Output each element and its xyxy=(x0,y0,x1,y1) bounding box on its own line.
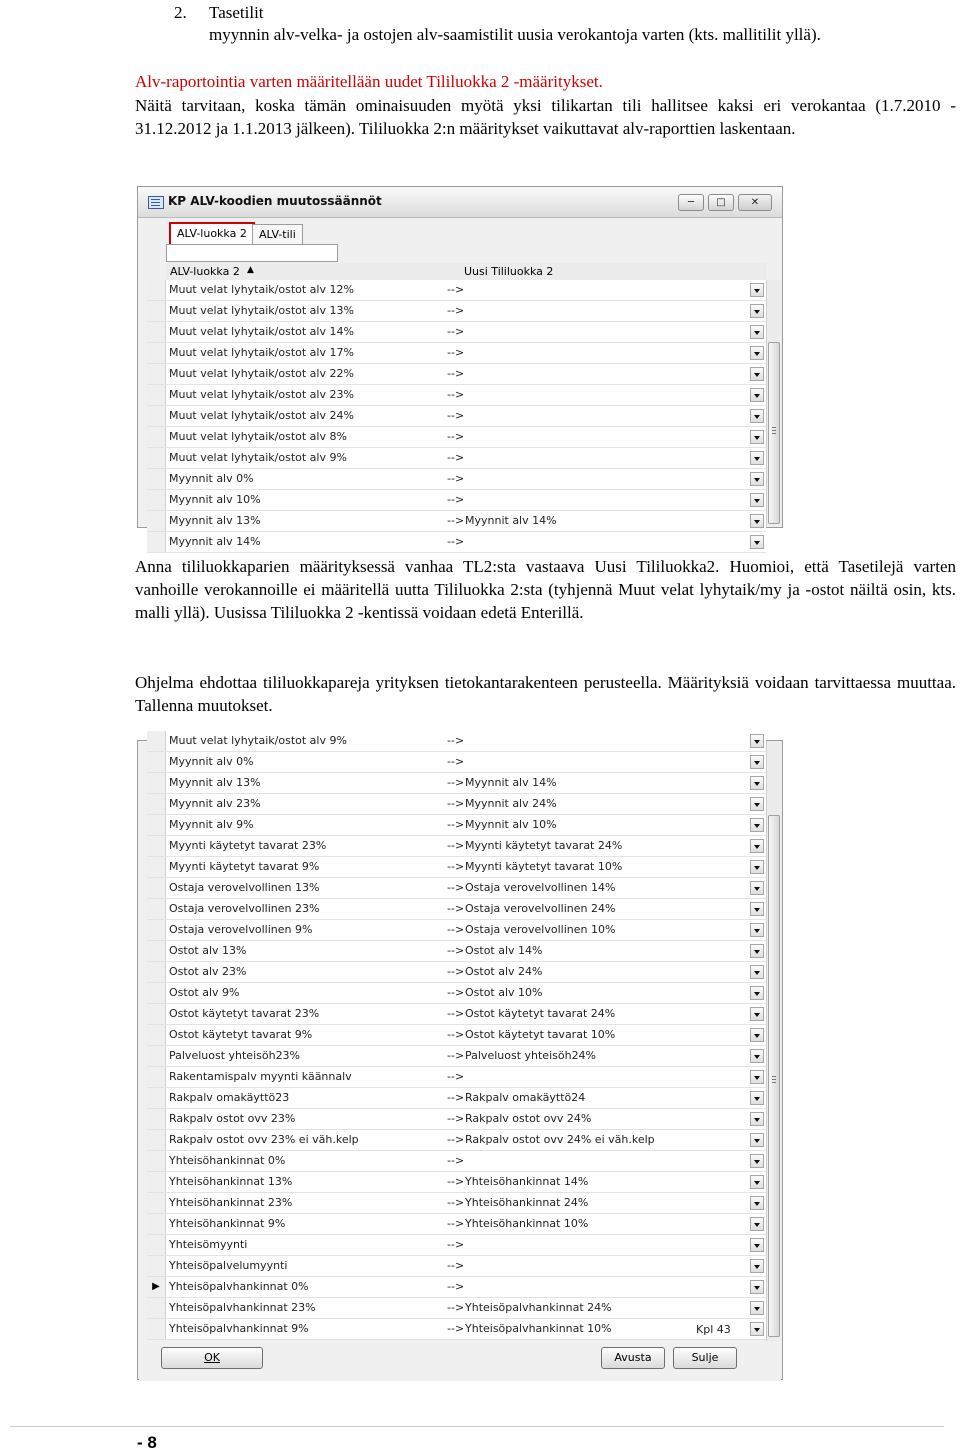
dropdown-arrow-icon[interactable] xyxy=(750,493,764,507)
table-row[interactable] xyxy=(147,1256,766,1277)
table-row[interactable] xyxy=(147,752,766,773)
sulje-button[interactable] xyxy=(673,1347,737,1369)
mapping-arrow: --> xyxy=(447,325,465,338)
new-class-cell[interactable]: Yhteisöhankinnat 24% xyxy=(465,1196,589,1209)
old-class-cell: Ostot käytetyt tavarat 23% xyxy=(169,1007,320,1020)
dropdown-arrow-icon[interactable] xyxy=(750,839,764,853)
new-class-cell[interactable]: Myynnit alv 10% xyxy=(465,818,557,831)
table-row[interactable] xyxy=(147,280,766,301)
new-class-cell[interactable]: Yhteisöhankinnat 10% xyxy=(465,1217,589,1230)
mapping-arrow: --> xyxy=(447,514,465,527)
old-class-cell: Rakpalv omakäyttö23 xyxy=(169,1091,290,1104)
dropdown-arrow-icon[interactable] xyxy=(750,734,764,748)
mapping-arrow: --> xyxy=(447,1280,465,1293)
dropdown-arrow-icon[interactable] xyxy=(750,1217,764,1231)
table-row[interactable] xyxy=(147,1319,766,1340)
dropdown-arrow-icon[interactable] xyxy=(750,451,764,465)
mapping-arrow: --> xyxy=(447,860,465,873)
table-row[interactable] xyxy=(147,899,766,920)
mapping-arrow: --> xyxy=(447,1217,465,1230)
row-selector[interactable] xyxy=(147,427,166,447)
dropdown-arrow-icon[interactable] xyxy=(750,965,764,979)
table-row[interactable] xyxy=(147,448,766,469)
grid-rows xyxy=(147,280,766,553)
table-row[interactable] xyxy=(147,1067,766,1088)
list-number: 2. xyxy=(174,3,187,22)
new-class-cell[interactable]: Ostaja verovelvollinen 24% xyxy=(465,902,616,915)
minimize-icon[interactable]: ─ xyxy=(678,194,704,211)
row-selector[interactable] xyxy=(147,752,166,772)
new-class-cell[interactable]: Myynnit alv 14% xyxy=(465,514,557,527)
row-selector[interactable] xyxy=(147,878,166,898)
row-selector[interactable] xyxy=(147,511,166,531)
row-selector[interactable] xyxy=(147,322,166,342)
table-row[interactable] xyxy=(147,469,766,490)
table-row[interactable] xyxy=(147,406,766,427)
row-selector[interactable] xyxy=(147,280,166,300)
mapping-arrow: --> xyxy=(447,1049,465,1062)
row-selector[interactable] xyxy=(147,469,166,489)
old-class-cell: Palveluost yhteisöh23% xyxy=(169,1049,301,1062)
old-class-cell: Yhteisömyynti xyxy=(169,1238,248,1251)
screenshot-alv-rules-1 xyxy=(137,186,783,548)
old-class-cell: Yhteisöhankinnat 23% xyxy=(169,1196,293,1209)
new-class-cell[interactable]: Ostot alv 24% xyxy=(465,965,543,978)
new-class-cell[interactable]: Palveluost yhteisöh24% xyxy=(465,1049,597,1062)
row-selector[interactable] xyxy=(147,1298,166,1318)
row-selector[interactable] xyxy=(147,815,166,835)
new-class-cell[interactable]: Myynti käytetyt tavarat 10% xyxy=(465,860,623,873)
dropdown-arrow-icon[interactable] xyxy=(750,923,764,937)
dropdown-arrow-icon[interactable] xyxy=(750,1196,764,1210)
mapping-arrow: --> xyxy=(447,1238,465,1251)
dropdown-arrow-icon[interactable] xyxy=(750,986,764,1000)
table-row[interactable] xyxy=(147,1193,766,1214)
scrollbar-thumb[interactable] xyxy=(768,815,780,1337)
mapping-arrow: --> xyxy=(447,1175,465,1188)
old-class-cell: Ostot alv 13% xyxy=(169,944,247,957)
new-class-cell[interactable]: Ostaja verovelvollinen 10% xyxy=(465,923,616,936)
old-class-cell: Yhteisöpalvhankinnat 0% xyxy=(169,1280,309,1293)
table-row[interactable] xyxy=(147,1004,766,1025)
row-selector[interactable] xyxy=(147,1235,166,1255)
mapping-arrow: --> xyxy=(447,944,465,957)
row-selector[interactable] xyxy=(147,406,166,426)
old-class-cell: Myynnit alv 0% xyxy=(169,755,254,768)
dialog-footer xyxy=(139,1341,781,1381)
new-class-cell[interactable]: Ostot käytetyt tavarat 10% xyxy=(465,1028,616,1041)
dropdown-arrow-icon[interactable] xyxy=(750,1175,764,1189)
mapping-arrow: --> xyxy=(447,1112,465,1125)
ok-label: OK xyxy=(204,1351,220,1364)
dropdown-arrow-icon[interactable] xyxy=(750,1238,764,1252)
dropdown-arrow-icon[interactable] xyxy=(750,1154,764,1168)
old-class-cell: Yhteisöpalvhankinnat 23% xyxy=(169,1301,316,1314)
row-selector[interactable] xyxy=(147,1046,166,1066)
tab-alv-tili[interactable]: ALV-tili xyxy=(252,224,303,245)
old-class-cell: Myynti käytetyt tavarat 23% xyxy=(169,839,327,852)
row-selector[interactable] xyxy=(147,448,166,468)
row-selector[interactable] xyxy=(147,1172,166,1192)
row-pointer-icon[interactable]: ▶ xyxy=(147,1277,166,1297)
old-class-cell: Rakpalv ostot ovv 23% xyxy=(169,1112,296,1125)
dropdown-arrow-icon[interactable] xyxy=(750,1322,764,1336)
dropdown-arrow-icon[interactable] xyxy=(750,902,764,916)
table-row[interactable] xyxy=(147,343,766,364)
mapping-arrow: --> xyxy=(447,367,465,380)
avusta-button[interactable] xyxy=(601,1347,665,1369)
row-selector[interactable] xyxy=(147,920,166,940)
table-row[interactable] xyxy=(147,1298,766,1319)
dropdown-arrow-icon[interactable] xyxy=(750,346,764,360)
new-class-cell[interactable]: Rakpalv ostot ovv 24% xyxy=(465,1112,592,1125)
dropdown-arrow-icon[interactable] xyxy=(750,860,764,874)
mapping-arrow: --> xyxy=(447,965,465,978)
row-selector[interactable] xyxy=(147,962,166,982)
old-class-cell: Muut velat lyhytaik/ostot alv 22% xyxy=(169,367,354,380)
dropdown-arrow-icon[interactable] xyxy=(750,514,764,528)
paragraph-1: Näitä tarvitaan, koska tämän ominaisuuden myötä yksi tilikartan tili hallitsee kaksi eri verokantaa (1.7.2010 - 31.12.2012 ja 1.1.2013 jälkeen). Tililuokka 2:n määritykset vaikuttavat alv-raporttien laskentaan. xyxy=(135,96,956,138)
old-class-cell: Rakentamispalv myynti käännalv xyxy=(169,1070,352,1083)
mapping-arrow: --> xyxy=(447,839,465,852)
dropdown-arrow-icon[interactable] xyxy=(750,1112,764,1126)
dropdown-arrow-icon[interactable] xyxy=(750,776,764,790)
row-selector[interactable] xyxy=(147,941,166,961)
old-class-cell: Yhteisöpalvelumyynti xyxy=(169,1259,288,1272)
ok-button[interactable] xyxy=(161,1347,263,1369)
table-row[interactable] xyxy=(147,322,766,343)
mapping-arrow: --> xyxy=(447,1091,465,1104)
old-class-cell: Yhteisöhankinnat 9% xyxy=(169,1217,286,1230)
dropdown-arrow-icon[interactable] xyxy=(750,797,764,811)
mapping-arrow: --> xyxy=(447,818,465,831)
dropdown-arrow-icon[interactable] xyxy=(750,1070,764,1084)
mapping-arrow: --> xyxy=(447,1154,465,1167)
list-description: myynnin alv-velka- ja ostojen alv-saamistilit uusia verokantoja varten (kts. mallitilit yllä). xyxy=(209,25,821,44)
mapping-arrow: --> xyxy=(447,409,465,422)
mapping-arrow: --> xyxy=(447,734,465,747)
dropdown-arrow-icon[interactable] xyxy=(750,1259,764,1273)
dropdown-arrow-icon[interactable] xyxy=(750,1007,764,1021)
old-class-cell: Muut velat lyhytaik/ostot alv 23% xyxy=(169,388,354,401)
row-selector[interactable] xyxy=(147,794,166,814)
mapping-arrow: --> xyxy=(447,755,465,768)
list-title: Tasetilit xyxy=(209,3,264,22)
old-class-cell: Ostaja verovelvollinen 13% xyxy=(169,881,320,894)
row-selector[interactable] xyxy=(147,490,166,510)
mapping-arrow: --> xyxy=(447,1322,465,1335)
row-selector[interactable] xyxy=(147,857,166,877)
old-class-cell: Ostaja verovelvollinen 23% xyxy=(169,902,320,915)
mapping-arrow: --> xyxy=(447,346,465,359)
row-selector[interactable] xyxy=(147,899,166,919)
filter-input[interactable] xyxy=(166,244,338,262)
row-selector[interactable] xyxy=(147,1004,166,1024)
mapping-arrow: --> xyxy=(447,881,465,894)
row-selector[interactable] xyxy=(147,532,166,552)
mapping-arrow: --> xyxy=(447,986,465,999)
table-row[interactable] xyxy=(147,941,766,962)
dropdown-arrow-icon[interactable] xyxy=(750,283,764,297)
dropdown-arrow-icon[interactable] xyxy=(750,367,764,381)
paragraph-2: Anna tililuokkaparien määrityksessä vanhaa TL2:sta vastaava Uusi Tililuokka2. Huomioi, että Tasetilejä varten vanhoille verokannoille ei määritellä uutta Tililuokka 2:sta (tyhjennä Muut velat lyhytaik/my ja -ostot näiltä osin, kts. malli yllä). Uusissa Tililuokka 2 -kentissä voidaan edetä Enterillä. xyxy=(135,557,956,622)
dropdown-arrow-icon[interactable] xyxy=(750,1133,764,1147)
old-class-cell: Myynnit alv 10% xyxy=(169,493,261,506)
mapping-arrow: --> xyxy=(447,776,465,789)
grip-icon xyxy=(772,427,776,428)
table-row[interactable] xyxy=(147,920,766,941)
table-row[interactable] xyxy=(147,1130,766,1151)
old-class-cell: Myynnit alv 13% xyxy=(169,514,261,527)
scrollbar-thumb[interactable] xyxy=(768,342,780,524)
row-count: Kpl 43 xyxy=(696,1323,731,1336)
mapping-arrow: --> xyxy=(447,1028,465,1041)
table-row[interactable] xyxy=(147,490,766,511)
old-class-cell: Myynnit alv 13% xyxy=(169,776,261,789)
footer-rule xyxy=(10,1426,944,1427)
new-class-cell[interactable]: Myynti käytetyt tavarat 24% xyxy=(465,839,623,852)
mapping-arrow: --> xyxy=(447,1133,465,1146)
old-class-cell: Myynti käytetyt tavarat 9% xyxy=(169,860,320,873)
grid-rows xyxy=(147,731,766,1340)
mapping-arrow: --> xyxy=(447,493,465,506)
old-class-cell: Rakpalv ostot ovv 23% ei väh.kelp xyxy=(169,1133,359,1146)
dropdown-arrow-icon[interactable] xyxy=(750,472,764,486)
new-class-cell[interactable]: Yhteisöpalvhankinnat 10% xyxy=(465,1322,612,1335)
table-row[interactable] xyxy=(147,1025,766,1046)
old-class-cell: Muut velat lyhytaik/ostot alv 12% xyxy=(169,283,354,296)
old-class-cell: Yhteisöhankinnat 0% xyxy=(169,1154,286,1167)
mapping-arrow: --> xyxy=(447,430,465,443)
mapping-arrow: --> xyxy=(447,1196,465,1209)
column-header-uusi-tililuokka[interactable]: Uusi Tililuokka 2 xyxy=(464,265,554,278)
table-row[interactable] xyxy=(147,773,766,794)
mapping-arrow: --> xyxy=(447,451,465,464)
old-class-cell: Yhteisöpalvhankinnat 9% xyxy=(169,1322,309,1335)
old-class-cell: Muut velat lyhytaik/ostot alv 17% xyxy=(169,346,354,359)
table-row[interactable] xyxy=(147,836,766,857)
vertical-scrollbar[interactable] xyxy=(766,280,781,526)
table-row[interactable] xyxy=(147,1235,766,1256)
old-class-cell: Myynnit alv 9% xyxy=(169,818,254,831)
new-class-cell[interactable]: Yhteisöpalvhankinnat 24% xyxy=(465,1301,612,1314)
row-selector[interactable] xyxy=(147,1319,166,1339)
new-class-cell[interactable]: Ostot alv 10% xyxy=(465,986,543,999)
new-class-cell[interactable]: Yhteisöhankinnat 14% xyxy=(465,1175,589,1188)
dropdown-arrow-icon[interactable] xyxy=(750,325,764,339)
avusta-label: Avusta xyxy=(614,1351,652,1364)
vertical-scrollbar[interactable] xyxy=(766,741,781,1341)
new-class-cell[interactable]: Myynnit alv 24% xyxy=(465,797,557,810)
table-row[interactable] xyxy=(147,364,766,385)
new-class-cell[interactable]: Ostaja verovelvollinen 14% xyxy=(465,881,616,894)
old-class-cell: Muut velat lyhytaik/ostot alv 9% xyxy=(169,734,347,747)
table-row[interactable] xyxy=(147,1172,766,1193)
old-class-cell: Yhteisöhankinnat 13% xyxy=(169,1175,293,1188)
old-class-cell: Ostot käytetyt tavarat 9% xyxy=(169,1028,313,1041)
table-row[interactable] xyxy=(147,427,766,448)
dropdown-arrow-icon[interactable] xyxy=(750,1301,764,1315)
old-class-cell: Myynnit alv 14% xyxy=(169,535,261,548)
red-heading: Alv-raportointia varten määritellään uudet Tililuokka 2 -määritykset. xyxy=(135,72,603,91)
maximize-icon[interactable]: □ xyxy=(708,194,734,211)
window-titlebar xyxy=(138,187,782,218)
tab-alv-luokka-2[interactable]: ALV-luokka 2 xyxy=(169,222,255,248)
old-class-cell: Myynnit alv 23% xyxy=(169,797,261,810)
page-number: - 8 xyxy=(137,1433,157,1452)
row-selector[interactable] xyxy=(147,1025,166,1045)
row-selector[interactable] xyxy=(147,1067,166,1087)
mapping-arrow: --> xyxy=(447,1259,465,1272)
row-selector[interactable] xyxy=(147,1130,166,1150)
sulje-label: Sulje xyxy=(691,1351,719,1364)
old-class-cell: Muut velat lyhytaik/ostot alv 13% xyxy=(169,304,354,317)
dropdown-arrow-icon[interactable] xyxy=(750,1091,764,1105)
table-row[interactable] xyxy=(147,962,766,983)
dropdown-arrow-icon[interactable] xyxy=(750,818,764,832)
table-row[interactable] xyxy=(147,731,766,752)
old-class-cell: Muut velat lyhytaik/ostot alv 9% xyxy=(169,451,347,464)
row-selector[interactable] xyxy=(147,983,166,1003)
new-class-cell[interactable]: Ostot alv 14% xyxy=(465,944,543,957)
table-row[interactable] xyxy=(147,794,766,815)
row-selector[interactable] xyxy=(147,1151,166,1171)
app-icon xyxy=(148,196,164,209)
mapping-arrow: --> xyxy=(447,472,465,485)
table-row[interactable] xyxy=(147,1088,766,1109)
table-row[interactable] xyxy=(147,878,766,899)
row-selector[interactable] xyxy=(147,364,166,384)
column-header-alv-luokka[interactable]: ALV-luokka 2 xyxy=(170,265,240,278)
grip-icon xyxy=(772,1076,776,1077)
sort-asc-icon: ▲ xyxy=(247,265,254,275)
row-selector[interactable] xyxy=(147,1109,166,1129)
mapping-arrow: --> xyxy=(447,1070,465,1083)
new-class-cell[interactable]: Myynnit alv 14% xyxy=(465,776,557,789)
dropdown-arrow-icon[interactable] xyxy=(750,304,764,318)
table-row[interactable] xyxy=(147,815,766,836)
row-selector[interactable] xyxy=(147,301,166,321)
new-class-cell[interactable]: Ostot käytetyt tavarat 24% xyxy=(465,1007,616,1020)
row-selector[interactable] xyxy=(147,836,166,856)
old-class-cell: Muut velat lyhytaik/ostot alv 24% xyxy=(169,409,354,422)
screenshot-alv-rules-2 xyxy=(137,734,783,1380)
paragraph-3: Ohjelma ehdottaa tililuokkapareja yrityksen tietokantarakenteen perusteella. Määrityksiä voidaan tarvittaessa muuttaa. Tallenna muutokset. xyxy=(135,673,956,715)
dropdown-arrow-icon[interactable] xyxy=(750,1280,764,1294)
row-selector[interactable] xyxy=(147,1088,166,1108)
mapping-arrow: --> xyxy=(447,535,465,548)
table-row[interactable] xyxy=(147,1214,766,1235)
window-title: KP ALV-koodien muutossäännöt xyxy=(168,194,382,208)
mapping-arrow: --> xyxy=(447,388,465,401)
row-selector[interactable] xyxy=(147,385,166,405)
old-class-cell: Muut velat lyhytaik/ostot alv 14% xyxy=(169,325,354,338)
dropdown-arrow-icon[interactable] xyxy=(750,1049,764,1063)
table-row[interactable] xyxy=(147,1277,766,1298)
dropdown-arrow-icon[interactable] xyxy=(750,944,764,958)
row-selector[interactable] xyxy=(147,1214,166,1234)
row-selector[interactable] xyxy=(147,731,166,751)
table-row[interactable] xyxy=(147,385,766,406)
table-row[interactable] xyxy=(147,301,766,322)
dropdown-arrow-icon[interactable] xyxy=(750,409,764,423)
row-selector[interactable] xyxy=(147,1193,166,1213)
mapping-arrow: --> xyxy=(447,923,465,936)
old-class-cell: Ostot alv 9% xyxy=(169,986,240,999)
mapping-arrow: --> xyxy=(447,902,465,915)
dropdown-arrow-icon[interactable] xyxy=(750,388,764,402)
table-row[interactable] xyxy=(147,857,766,878)
old-class-cell: Ostot alv 23% xyxy=(169,965,247,978)
table-row[interactable] xyxy=(147,532,766,553)
old-class-cell: Muut velat lyhytaik/ostot alv 8% xyxy=(169,430,347,443)
dropdown-arrow-icon[interactable] xyxy=(750,430,764,444)
dropdown-arrow-icon[interactable] xyxy=(750,535,764,549)
mapping-arrow: --> xyxy=(447,283,465,296)
mapping-arrow: --> xyxy=(447,304,465,317)
new-class-cell[interactable]: Rakpalv ostot ovv 24% ei väh.kelp xyxy=(465,1133,655,1146)
table-row[interactable] xyxy=(147,511,766,532)
mapping-arrow: --> xyxy=(447,797,465,810)
row-selector[interactable] xyxy=(147,1256,166,1276)
table-row[interactable] xyxy=(147,983,766,1004)
table-row[interactable] xyxy=(147,1109,766,1130)
dropdown-arrow-icon[interactable] xyxy=(750,755,764,769)
dropdown-arrow-icon[interactable] xyxy=(750,881,764,895)
row-selector[interactable] xyxy=(147,773,166,793)
table-row[interactable] xyxy=(147,1151,766,1172)
table-row[interactable] xyxy=(147,1046,766,1067)
new-class-cell[interactable]: Rakpalv omakäyttö24 xyxy=(465,1091,586,1104)
grid-header xyxy=(166,263,766,281)
close-icon[interactable]: ✕ xyxy=(738,194,772,211)
mapping-arrow: --> xyxy=(447,1007,465,1020)
mapping-arrow: --> xyxy=(447,1301,465,1314)
dropdown-arrow-icon[interactable] xyxy=(750,1028,764,1042)
old-class-cell: Myynnit alv 0% xyxy=(169,472,254,485)
row-selector[interactable] xyxy=(147,343,166,363)
old-class-cell: Ostaja verovelvollinen 9% xyxy=(169,923,313,936)
